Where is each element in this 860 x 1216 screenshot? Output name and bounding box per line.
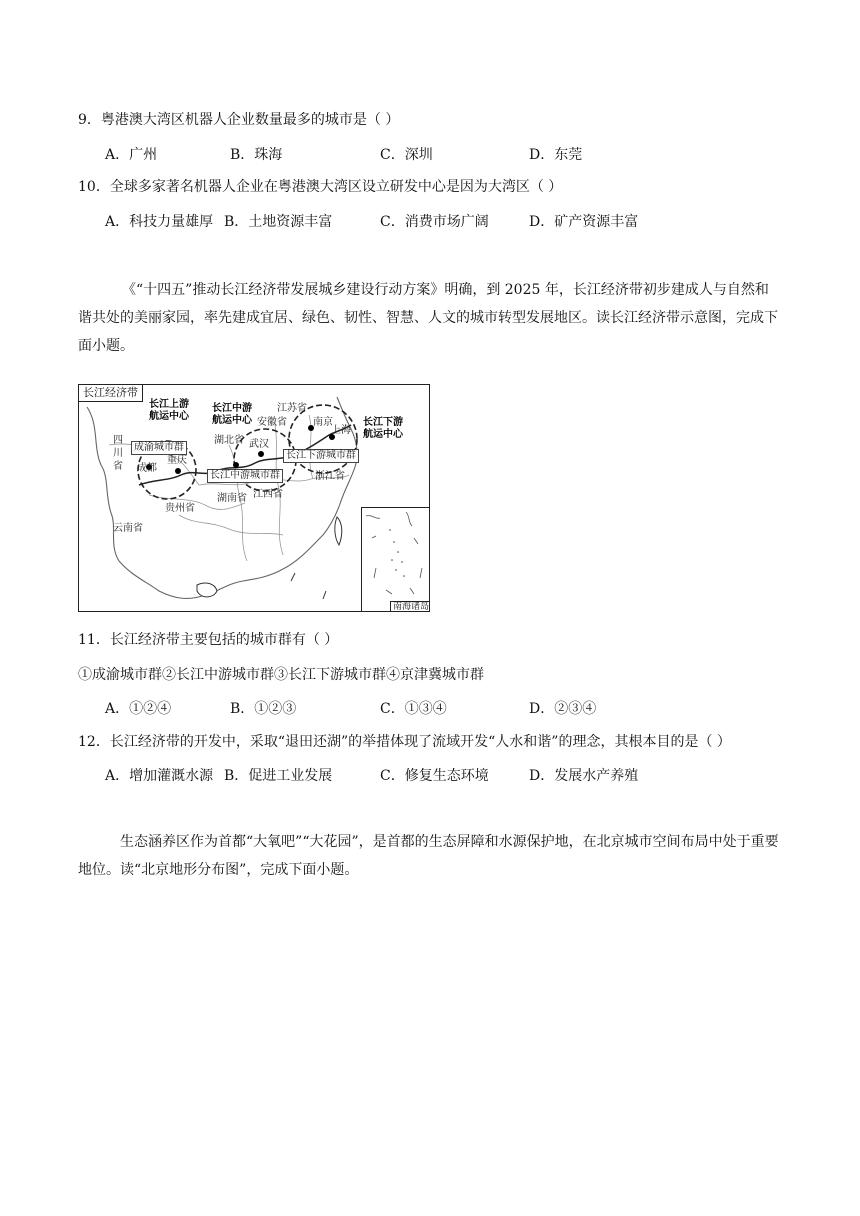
south-china-sea-inset bbox=[361, 507, 430, 612]
chongqing-label: 重庆 bbox=[167, 455, 187, 466]
hubei-label: 湖北省 bbox=[214, 435, 244, 446]
q11-option-d[interactable]: D．②③④ bbox=[529, 701, 597, 717]
nanjing-label: 南京 bbox=[313, 417, 333, 428]
question-11-items: ①成渝城市群②长江中游城市群③长江下游城市群④京津冀城市群 bbox=[78, 667, 484, 683]
upper-center-line1: 长江上游 bbox=[149, 399, 189, 410]
zhejiang-label: 浙江省 bbox=[315, 471, 345, 482]
sichuan-char3: 省 bbox=[113, 461, 123, 472]
wuhan-label: 武汉 bbox=[249, 439, 269, 450]
q10-option-a[interactable]: A．科技力量雄厚 bbox=[105, 214, 214, 230]
q11-option-b[interactable]: B．①②③ bbox=[230, 701, 297, 717]
map-title: 长江经济带 bbox=[79, 385, 143, 402]
guizhou-label: 贵州省 bbox=[165, 503, 195, 514]
q12-option-b[interactable]: B．促进工业发展 bbox=[224, 768, 333, 784]
q10-option-b[interactable]: B．土地资源丰富 bbox=[224, 214, 333, 230]
hunan-label: 湖南省 bbox=[217, 493, 247, 504]
shanghai-label: 上海 bbox=[331, 425, 351, 436]
q12-option-c[interactable]: C．修复生态环境 bbox=[380, 768, 489, 784]
lower-center-line2: 航运中心 bbox=[363, 429, 403, 440]
middle-cluster-label: 长江中游城市群 bbox=[207, 469, 283, 483]
q10-option-c[interactable]: C．消费市场广阔 bbox=[380, 214, 489, 230]
chengyu-cluster-label: 成渝城市群 bbox=[131, 441, 187, 455]
q10-option-d[interactable]: D．矿产资源丰富 bbox=[529, 214, 639, 230]
question-10-stem: 10．全球多家著名机器人企业在粤港澳大湾区设立研发中心是因为大湾区（ ） bbox=[78, 179, 563, 195]
lower-center-line1: 长江下游 bbox=[363, 417, 403, 428]
passage-yangtze: 《“十四五”推动长江经济带发展城乡建设行动方案》明确，到 2025 年，长江经济带初步建成人与自然和谐共处的美丽家园，率先建成宜居、绿色、韧性、智慧、人文的城市转型发展地区。读长江经济带示意图，完成下面小题。 bbox=[78, 282, 778, 354]
chengdu-label: 成都 bbox=[137, 463, 157, 474]
q11-option-a[interactable]: A．①②④ bbox=[105, 701, 172, 717]
question-12-stem: 12．长江经济带的开发中，采取“退田还湖”的举措体现了流域开发“人水和谐”的理念，其根本目的是（ ） bbox=[78, 734, 731, 750]
anhui-label: 安徽省 bbox=[257, 417, 287, 428]
sichuan-char2: 川 bbox=[113, 448, 123, 459]
inset-svg bbox=[362, 508, 430, 612]
q9-option-d[interactable]: D．东莞 bbox=[529, 147, 583, 163]
inset-label: 南海诸岛 bbox=[390, 601, 430, 612]
yunnan-label: 云南省 bbox=[113, 523, 143, 534]
q11-option-c[interactable]: C．①③④ bbox=[380, 701, 447, 717]
middle-center-line2: 航运中心 bbox=[212, 415, 252, 426]
sichuan-char1: 四 bbox=[113, 435, 123, 446]
q12-option-d[interactable]: D．发展水产养殖 bbox=[529, 768, 639, 784]
middle-center-line1: 长江中游 bbox=[212, 403, 252, 414]
lower-cluster-label: 长江下游城市群 bbox=[283, 449, 359, 463]
jiangxi-label: 江西省 bbox=[253, 489, 283, 500]
question-9-stem: 9．粤港澳大湾区机器人企业数量最多的城市是（ ） bbox=[78, 112, 400, 128]
upper-center-line2: 航运中心 bbox=[149, 411, 189, 422]
q9-option-a[interactable]: A．广州 bbox=[105, 147, 158, 163]
question-11-stem: 11．长江经济带主要包括的城市群有（ ） bbox=[78, 632, 339, 648]
passage-beijing: 生态涵养区作为首都“大氧吧”“大花园”，是首都的生态屏障和水源保护地，在北京城市空间布局中处于重要地位。读“北京地形分布图”，完成下面小题。 bbox=[78, 834, 779, 878]
q9-option-b[interactable]: B．珠海 bbox=[230, 147, 283, 163]
q9-option-c[interactable]: C．深圳 bbox=[380, 147, 433, 163]
q12-option-a[interactable]: A．增加灌溉水源 bbox=[105, 768, 214, 784]
yangtze-economic-belt-map bbox=[78, 384, 430, 612]
jiangsu-label: 江苏省 bbox=[277, 403, 307, 414]
